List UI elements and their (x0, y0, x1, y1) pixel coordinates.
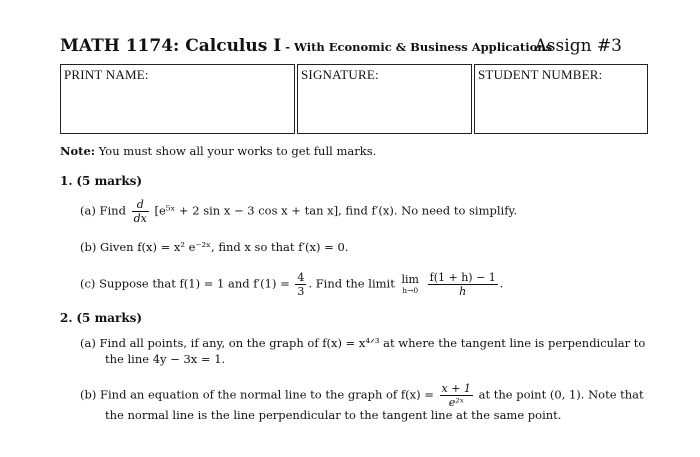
limit-operator (402, 274, 419, 296)
part-line-1: Find all points, if any, on the graph of f(x) = x⁴ᐟ³ at where the tangent line is perpendicular to (99, 336, 646, 350)
title-row (60, 36, 660, 60)
value-fraction (295, 271, 306, 298)
note (60, 144, 376, 158)
student-number-label: STUDENT NUMBER: (478, 67, 603, 82)
part-label: (b) (80, 240, 97, 254)
question-number: 1. (60, 174, 73, 188)
part-text: Given f(x) = x² e⁻²ˣ, find x so that f′(x) = 0. (100, 240, 349, 254)
fraction-denominator: e²ˣ (448, 396, 464, 409)
assignment-number: Assign #3 (534, 36, 622, 56)
part-label: (a) (80, 336, 96, 350)
note-label: Note: (60, 144, 96, 158)
student-number-box[interactable] (474, 64, 648, 134)
fraction-denominator: 3 (297, 285, 305, 298)
part-label: (b) (80, 387, 97, 402)
print-name-box[interactable] (60, 64, 295, 134)
part-expression: [e⁵ˣ + 2 sin x − 3 cos x + tan x], find f′(x). No need to simplify. (154, 203, 518, 218)
part-lead: Suppose that f(1) = 1 and f′(1) = (99, 276, 290, 291)
fraction-numerator: d (132, 198, 149, 212)
fraction-numerator: x + 1 (441, 382, 471, 395)
part-label: (a) (80, 203, 96, 218)
fraction-denominator: dx (133, 212, 147, 225)
derivative-fraction (132, 198, 149, 225)
part-tail: at the point (0, 1). Note that (478, 387, 644, 402)
signature-label: SIGNATURE: (301, 67, 379, 82)
course-title: MATH 1174: Calculus I (60, 36, 282, 56)
limit-fraction (428, 271, 498, 298)
question-2a-continued (105, 352, 225, 366)
signature-box[interactable] (297, 64, 472, 134)
question-marks: (5 marks) (76, 311, 143, 325)
question-number: 2. (60, 311, 73, 325)
question-1a (80, 198, 517, 225)
limit-word: lim (401, 272, 419, 286)
question-2b-continued (105, 408, 561, 422)
note-text: You must show all your works to get full marks. (95, 144, 377, 158)
course-subtitle: - With Economic & Business Applications (281, 40, 553, 54)
part-line-2: the normal line is the line perpendicular to the tangent line at the same point. (105, 408, 562, 422)
function-fraction (440, 382, 473, 409)
part-line-2: the line 4y − 3x = 1. (105, 352, 226, 366)
part-lead: Find (99, 203, 126, 218)
part-middle: . Find the limit (308, 276, 395, 291)
part-tail: . (499, 276, 504, 291)
print-name-label: PRINT NAME: (64, 67, 149, 82)
question-2b (80, 382, 644, 409)
fraction-denominator: h (459, 285, 467, 298)
question-2a (80, 336, 645, 350)
limit-subscript: h→0 (402, 285, 419, 295)
question-2-heading (60, 311, 142, 325)
question-1-heading (60, 174, 142, 188)
question-marks: (5 marks) (76, 174, 143, 188)
question-1c (80, 271, 503, 298)
question-1b (80, 240, 348, 254)
fraction-numerator: f(1 + h) − 1 (429, 271, 496, 284)
part-label: (c) (80, 276, 96, 291)
part-lead: Find an equation of the normal line to the graph of f(x) = (100, 387, 434, 402)
fraction-numerator: 4 (297, 271, 305, 284)
